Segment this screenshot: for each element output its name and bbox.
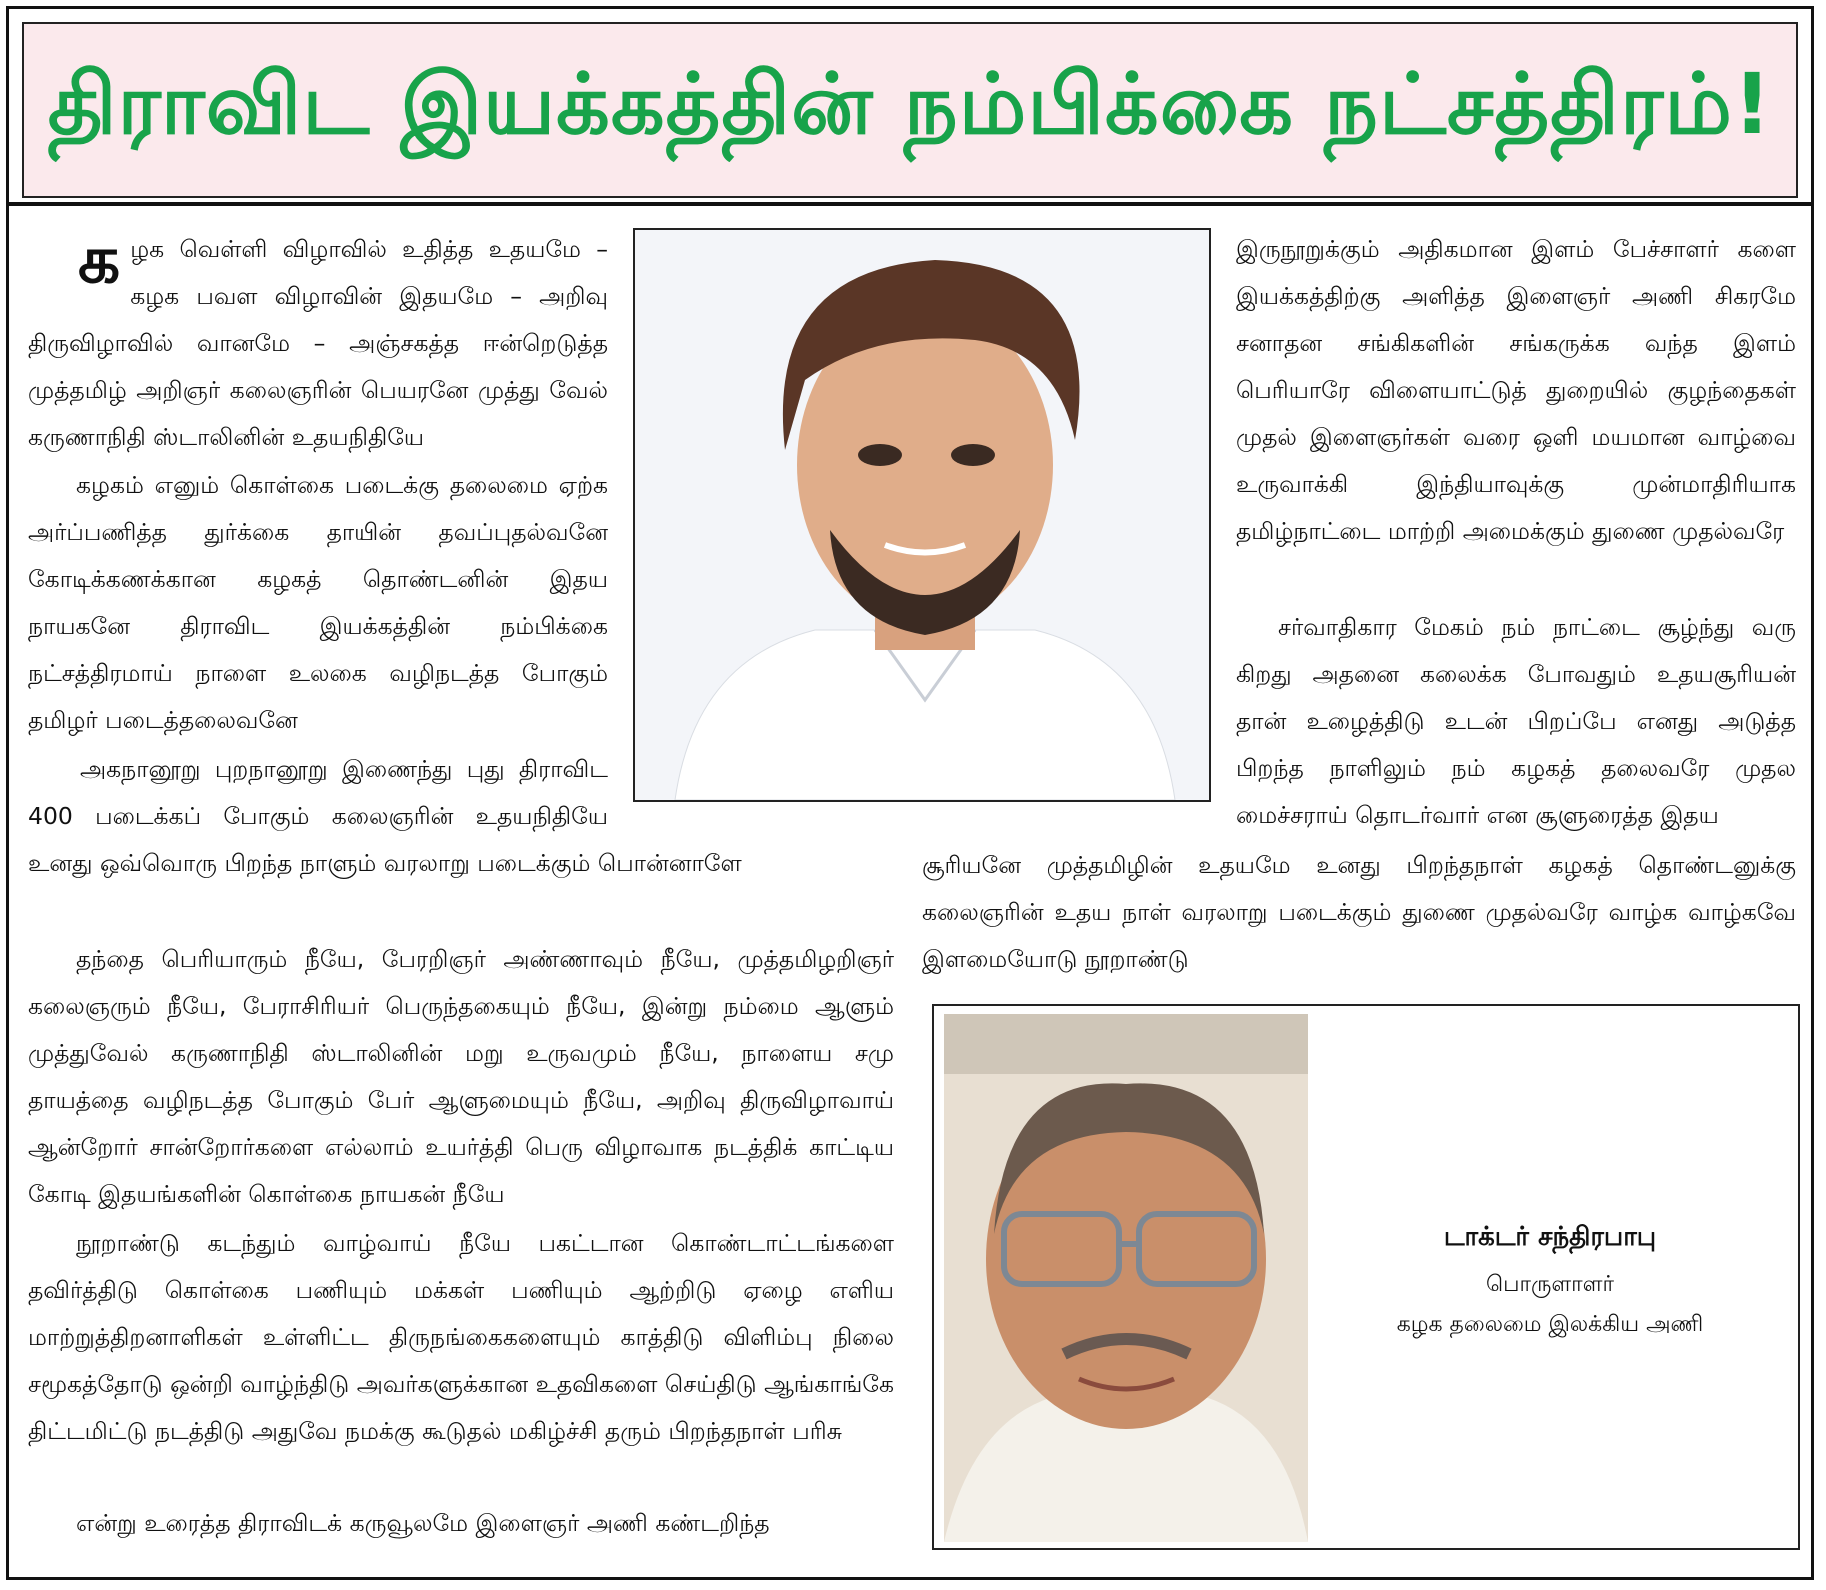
drop-cap: க — [78, 221, 121, 298]
author-org: கழக தலைமை இலக்கிய அணி — [1396, 1312, 1704, 1337]
article-paragraph-2: கழகம் எனும் கொள்கை படைக்கு தலைமை ஏற்க அர்ப்பணித்த துர்க்கை தாயின் தவப்புதல்வனே கோடிக்கணக்கான கழகத் தொண்டனின் இதய நாயகனே திராவிட இயக்கத்தின் நம்பிக்கை நட்சத்திரமாய் நாளை உலகை வழிநடத்த போகும் தமிழர் படைத்தலைவனே — [28, 471, 608, 734]
right-paragraph-1: இருநூறுக்கும் அதிகமான இளம் பேச்சாளர் களை இயக்கத்திற்கு அளித்த இளைஞர் அணி சிகரமே சனாதன சங்கிகளின் சங்கருக்க வந்த இளம் பெரியாரே விளையாட்டுத் துறையில் குழந்தைகள் முதல் இளைஞர்கள் வரை ஒளி மயமான வாழ்வை உருவாக்கி இந்தியாவுக்கு முன்மாதிரியாக தமிழ்நாட்டை மாற்றி அமைக்கும் துணை முதல்வரே — [1236, 235, 1796, 545]
right-paragraph-3: சூரியனே முத்தமிழின் உதயமே உனது பிறந்தநாள் கழகத் தொண்டனுக்கு கலைஞரின் உதய நாள் வரலாறு படைக்கும் துணை முதல்வரே வாழ்க வாழ்கவே இளமையோடு நூறாண்டு — [922, 851, 1796, 973]
portrait-main-illustration — [635, 230, 1209, 800]
portrait-photo-main — [633, 228, 1211, 802]
author-role: பொருளாளர் — [1485, 1272, 1615, 1297]
article-paragraph-3: அகநானூறு புறநானூறு இணைந்து புது திராவிட 400 படைக்கப் போகும் கலைஞரின் உதயநிதியே உனது ஒவ்வொரு பிறந்த நாளும் வரலாறு படைக்கும் பொன்னாளே — [28, 755, 742, 877]
article-paragraph-5: நூறாண்டு கடந்தும் வாழ்வாய் நீயே பகட்டான கொண்டாட்டங்களை தவிர்த்திடு கொள்கை பணியும் மக்கள் பணியும் ஆற்றிடு ஏழை எளிய மாற்றுத்திறனாளிகள் உள்ளிட்ட திருநங்கைகளையும் காத்திடு விளிம்பு நிலை சமூகத்தோடு ஒன்றி வாழ்ந்திடு அவர்களுக்கான உதவிகளை செய்திடு ஆங்காங்கே திட்டமிட்டு நடத்திடு அதுவே நமக்கு கூடுதல் மகிழ்ச்சி தரும் பிறந்தநாள் பரிசு — [28, 1229, 894, 1445]
headline-banner — [22, 22, 1798, 198]
author-name: டாக்டர் சந்திரபாபு — [1443, 1222, 1657, 1252]
headline-rule — [8, 202, 1814, 206]
article-paragraph-1 — [28, 221, 608, 461]
paragraph-text: ழக வெள்ளி விழாவில் உதித்த உதயமே – கழக பவள விழாவின் இதயமே – அறிவு திருவிழாவில் வானமே – அஞ்சகத்த ஈன்றெடுத்த முத்தமிழ் அறிஞர் கலைஞரின் பெயரனே முத்து வேல் கருணாநிதி ஸ்டாலினின் உதயநிதியே — [28, 235, 608, 451]
author-photo-illustration — [944, 1014, 1308, 1542]
author-photo — [944, 1014, 1308, 1542]
headline: திராவிட இயக்கத்தின் நம்பிக்கை நட்சத்திரம்! — [47, 55, 1773, 153]
article-paragraph-6: என்று உரைத்த திராவிடக் கருவூலமே இளைஞர் அணி கண்டறிந்த — [76, 1509, 770, 1537]
right-paragraph-2: சர்வாதிகார மேகம் நம் நாட்டை சூழ்ந்து வரு கிறது அதனை கலைக்க போவதும் உதயசூரியன் தான் உழைத்திடு உடன் பிறப்பே எனது அடுத்த பிறந்த நாளிலும் நம் கழகத் தலைவரே முதல மைச்சராய் தொடர்வார் என சூளுரைத்த இதய — [1236, 613, 1796, 829]
article-paragraph-4: தந்தை பெரியாரும் நீயே, பேரறிஞர் அண்ணாவும் நீயே, முத்தமிழறிஞர் கலைஞரும் நீயே, பேராசிரியர் பெருந்தகையும் நீயே, இன்று நம்மை ஆளும் முத்துவேல் கருணாநிதி ஸ்டாலினின் மறு உருவமும் நீயே, நாளைய சமு தாயத்தை வழிநடத்த போகும் பேர் ஆளுமையும் நீயே, அறிவு திருவிழாவாய் ஆன்றோர் சான்றோர்களை எல்லாம் உயர்த்தி பெரு விழாவாக நடத்திக் காட்டிய கோடி இதயங்களின் கொள்கை நாயகன் நீயே — [28, 945, 895, 1208]
